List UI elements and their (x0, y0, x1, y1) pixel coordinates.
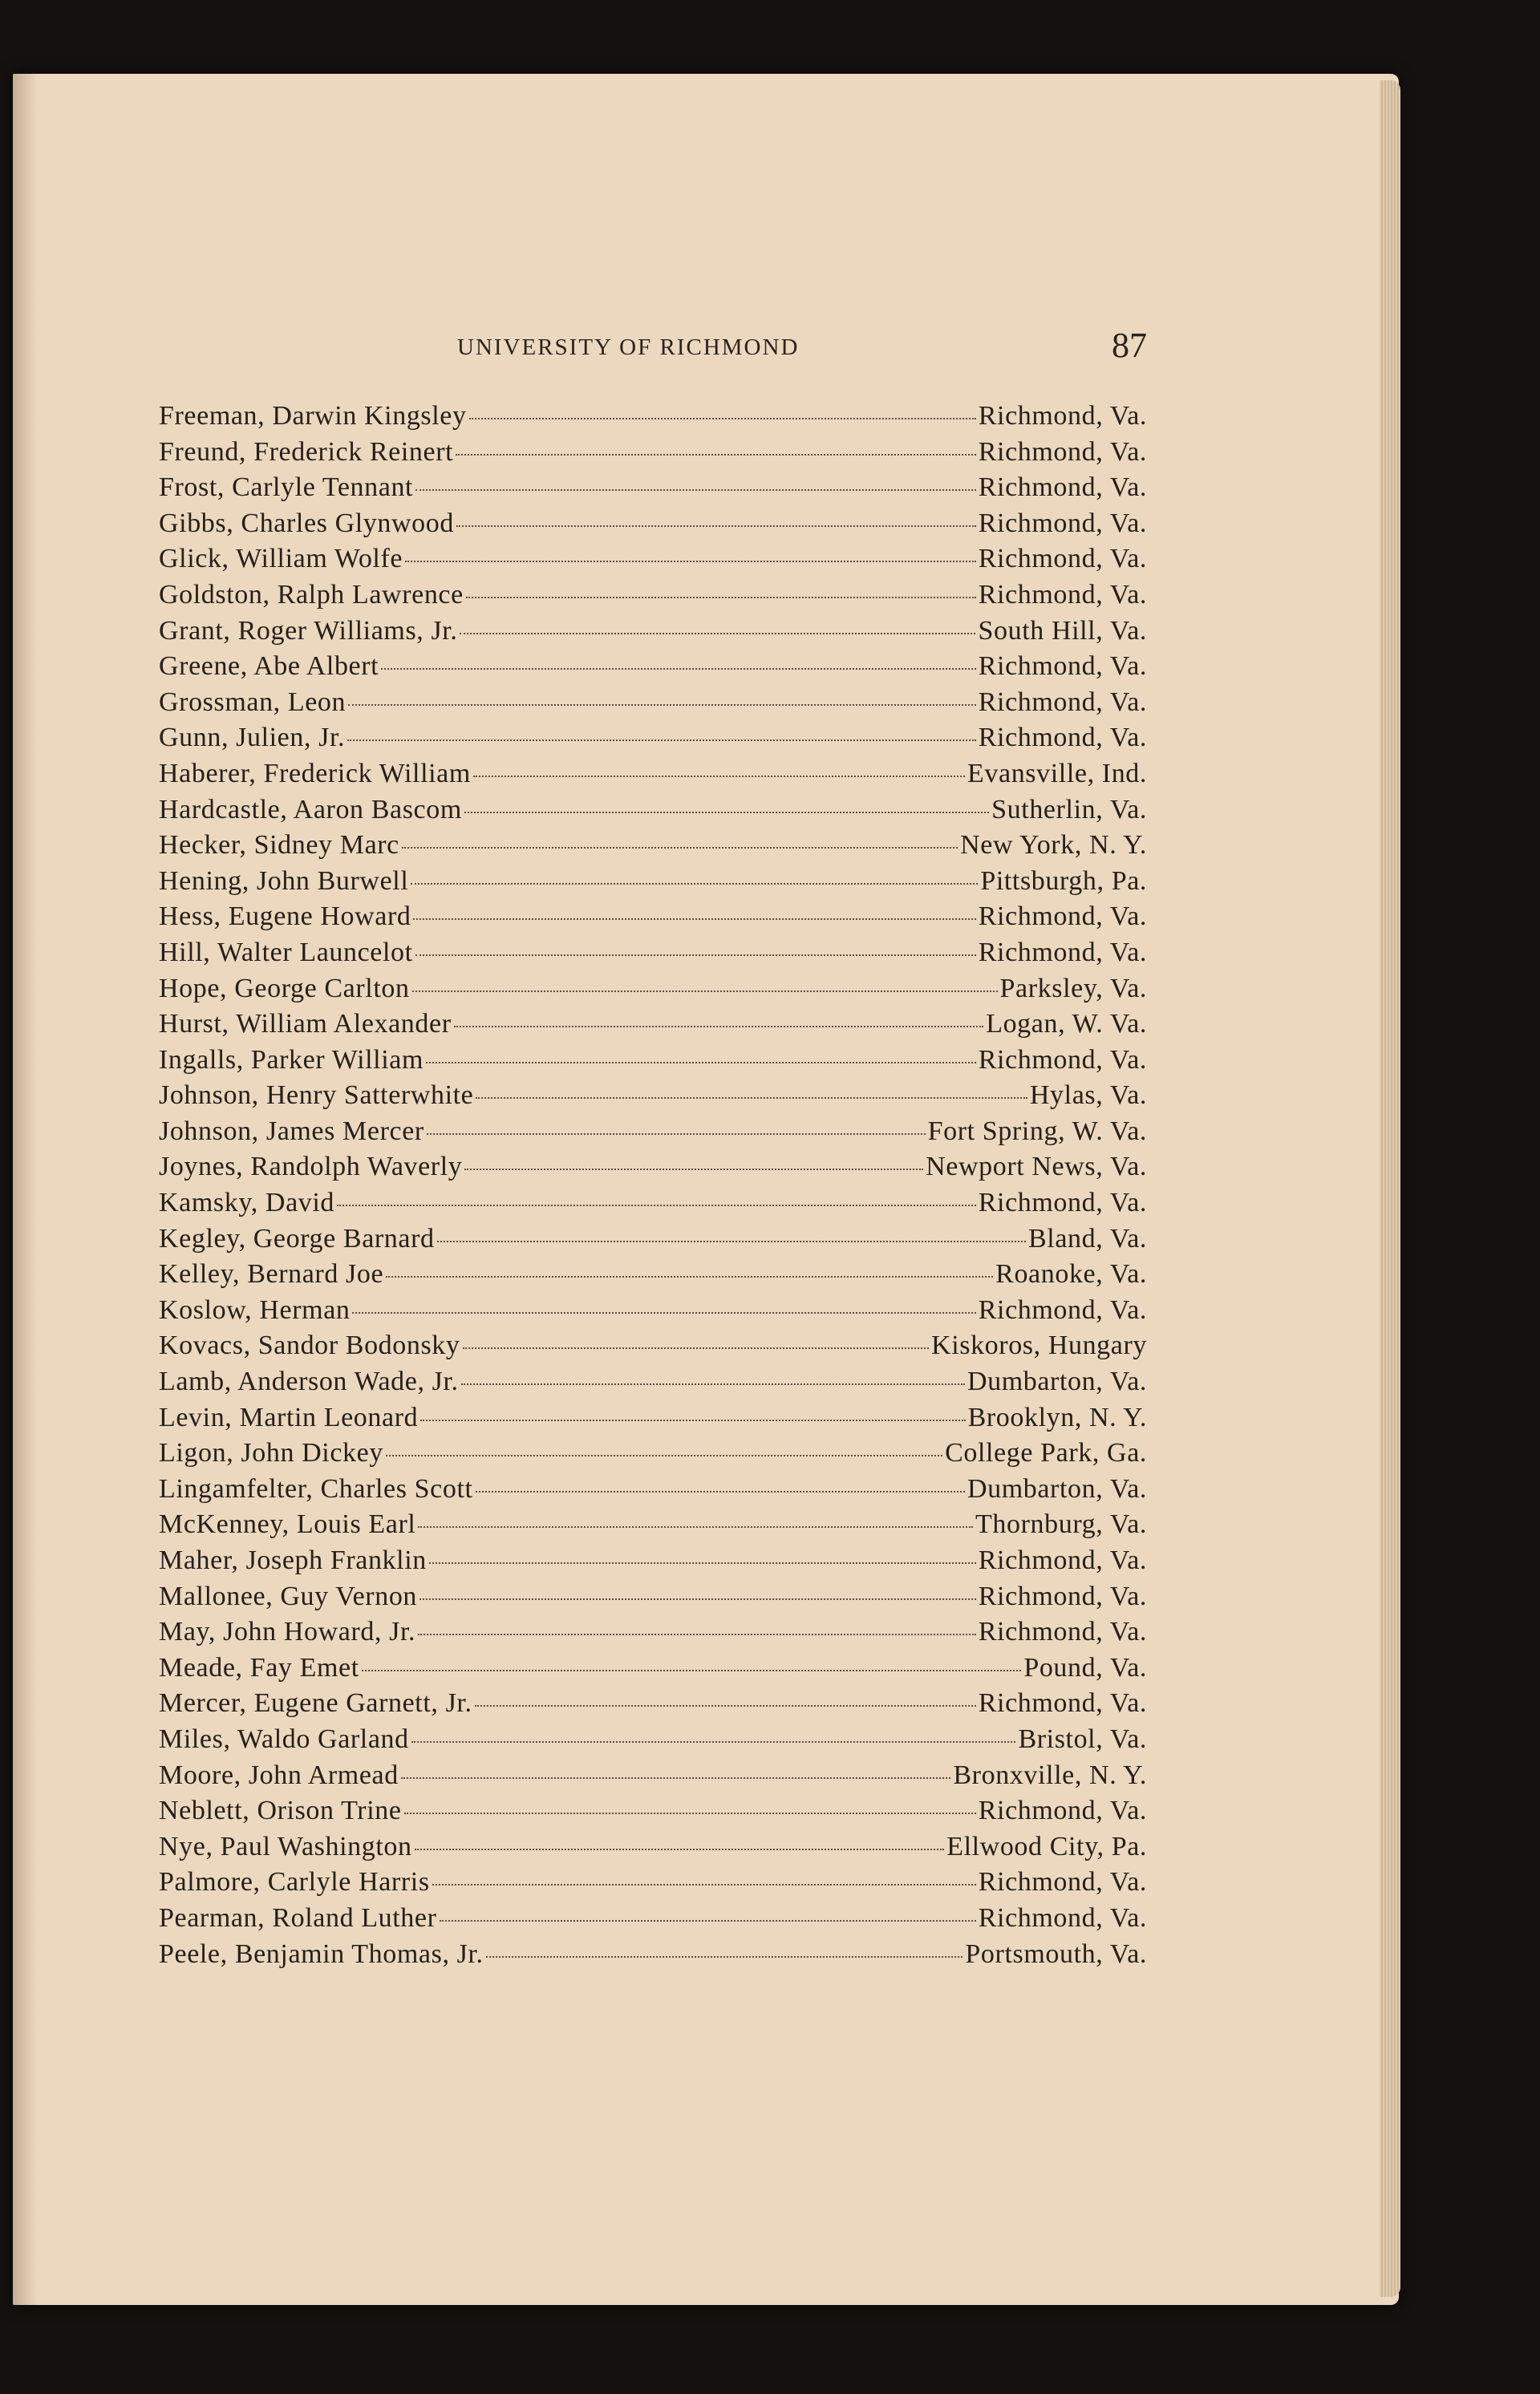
hometown: Richmond, Va. (978, 1044, 1147, 1075)
directory-entry (159, 1617, 1147, 1653)
student-name: Freeman, Darwin Kingsley (159, 401, 467, 431)
dot-leader (415, 1849, 945, 1850)
dot-leader (386, 1276, 993, 1278)
directory-entry (159, 544, 1147, 580)
student-name: Mallonee, Guy Vernon (159, 1581, 418, 1611)
student-name: Mercer, Eugene Garnett, Jr. (159, 1688, 472, 1719)
directory-entry (159, 1331, 1147, 1367)
hometown: South Hill, Va. (978, 615, 1147, 646)
directory-entry (159, 508, 1147, 545)
student-name: Freund, Frederick Reinert (159, 436, 454, 467)
dot-leader (401, 1777, 951, 1779)
directory-entry (159, 687, 1147, 723)
student-name: Lamb, Anderson Wade, Jr. (159, 1367, 459, 1397)
dot-leader (426, 1062, 976, 1063)
directory-entry (159, 580, 1147, 616)
directory-entry (159, 1939, 1147, 1975)
dot-leader (404, 1813, 976, 1814)
directory-entry (159, 1259, 1147, 1295)
hometown: Ellwood City, Pa. (946, 1831, 1147, 1861)
dot-leader (348, 704, 976, 706)
directory-entry (159, 1403, 1147, 1439)
directory-entry (159, 1796, 1147, 1832)
directory-entry (159, 1438, 1147, 1474)
student-name: Peele, Benjamin Thomas, Jr. (159, 1938, 484, 1969)
dot-leader (386, 1455, 942, 1456)
directory-entry (159, 1152, 1147, 1188)
dot-leader (337, 1205, 976, 1206)
hometown: Newport News, Va. (926, 1152, 1147, 1182)
student-name: Neblett, Orison Trine (159, 1796, 402, 1826)
student-directory-list (159, 401, 1147, 1975)
student-name: Koslow, Herman (159, 1294, 351, 1325)
directory-entry (159, 759, 1147, 795)
dot-leader (464, 812, 989, 813)
directory-entry (159, 1867, 1147, 1903)
hometown: Logan, W. Va. (986, 1009, 1147, 1039)
dot-leader (437, 1241, 1026, 1242)
student-name: Ligon, John Dickey (159, 1438, 383, 1468)
hometown: Dumbarton, Va. (967, 1367, 1147, 1397)
student-name: Kegley, George Barnard (159, 1223, 435, 1254)
student-name: Johnson, Henry Satterwhite (159, 1080, 474, 1111)
student-name: Meade, Fay Emet (159, 1652, 359, 1683)
running-head-title: UNIVERSITY OF RICHMOND (457, 334, 800, 360)
hometown: Richmond, Va. (978, 1688, 1147, 1719)
hometown: Richmond, Va. (978, 901, 1147, 932)
dot-leader (432, 1884, 976, 1886)
student-name: Johnson, James Mercer (159, 1116, 424, 1146)
student-name: Grant, Roger Williams, Jr. (159, 615, 458, 646)
student-name: Palmore, Carlyle Harris (159, 1867, 430, 1898)
directory-entry (159, 866, 1147, 902)
hometown: Fort Spring, W. Va. (927, 1116, 1147, 1146)
directory-entry (159, 1832, 1147, 1868)
student-name: Pearman, Roland Luther (159, 1902, 437, 1933)
dot-leader (427, 1133, 926, 1135)
dot-leader (413, 918, 975, 920)
student-name: Grossman, Leon (159, 687, 346, 717)
directory-entry (159, 1903, 1147, 1939)
student-name: Ingalls, Parker William (159, 1044, 424, 1075)
dot-leader (418, 1526, 973, 1528)
dot-leader (411, 883, 978, 885)
hometown: Portsmouth, Va. (965, 1938, 1147, 1969)
hometown: Richmond, Va. (978, 1188, 1147, 1218)
directory-entry (159, 616, 1147, 652)
dot-leader (347, 739, 976, 741)
hometown: Richmond, Va. (978, 508, 1147, 538)
directory-entry (159, 1474, 1147, 1510)
dot-leader (475, 1705, 976, 1707)
hometown: Richmond, Va. (978, 1902, 1147, 1933)
hometown: Roanoke, Va. (995, 1259, 1147, 1290)
page-edges (1380, 80, 1400, 2297)
dot-leader (456, 454, 976, 456)
dot-leader (429, 1562, 976, 1564)
directory-entry (159, 651, 1147, 687)
hometown: Richmond, Va. (978, 687, 1147, 717)
student-name: Hecker, Sidney Marc (159, 830, 399, 861)
hometown: Richmond, Va. (978, 1581, 1147, 1611)
dot-leader (464, 1169, 923, 1170)
dot-leader (460, 633, 975, 634)
student-name: Hardcastle, Aaron Bascom (159, 794, 462, 824)
student-name: McKenney, Louis Earl (159, 1509, 416, 1540)
student-name: Levin, Martin Leonard (159, 1402, 419, 1432)
directory-entry (159, 1295, 1147, 1331)
hometown: Richmond, Va. (978, 937, 1147, 967)
student-name: Hurst, William Alexander (159, 1009, 452, 1039)
student-name: Kovacs, Sandor Bodonsky (159, 1331, 460, 1361)
hometown: Richmond, Va. (978, 401, 1147, 431)
dot-leader (352, 1312, 975, 1314)
hometown: Pittsburgh, Pa. (980, 865, 1147, 896)
dot-leader (381, 668, 976, 670)
running-head (159, 325, 1147, 381)
hometown: Richmond, Va. (978, 1867, 1147, 1898)
directory-entry (159, 1582, 1147, 1618)
hometown: College Park, Ga. (945, 1438, 1147, 1468)
hometown: Richmond, Va. (978, 1796, 1147, 1826)
hometown: Evansville, Ind. (967, 758, 1147, 788)
hometown: Richmond, Va. (978, 544, 1147, 574)
student-name: Moore, John Armead (159, 1760, 399, 1790)
hometown: Dumbarton, Va. (967, 1473, 1147, 1504)
directory-entry (159, 1080, 1147, 1116)
directory-entry (159, 472, 1147, 508)
hometown: Richmond, Va. (978, 579, 1147, 610)
dot-leader (463, 1347, 930, 1349)
hometown: New York, N. Y. (960, 830, 1147, 861)
hometown: Kiskoros, Hungary (931, 1331, 1147, 1361)
student-name: Hess, Eugene Howard (159, 901, 411, 932)
student-name: Glick, William Wolfe (159, 544, 403, 574)
student-name: Hening, John Burwell (159, 865, 409, 896)
directory-entry (159, 1224, 1147, 1260)
dot-leader (469, 418, 976, 419)
student-name: Miles, Waldo Garland (159, 1724, 409, 1754)
student-name: Hope, George Carlton (159, 973, 410, 1003)
hometown: Richmond, Va. (978, 1545, 1147, 1575)
student-name: Frost, Carlyle Tennant (159, 472, 414, 503)
directory-entry (159, 1367, 1147, 1403)
directory-entry (159, 974, 1147, 1010)
hometown: Brooklyn, N. Y. (967, 1402, 1147, 1432)
hometown: Richmond, Va. (978, 723, 1147, 753)
hometown: Pound, Va. (1023, 1652, 1147, 1683)
dot-leader (419, 1598, 976, 1600)
student-name: Haberer, Frederick William (159, 758, 471, 788)
dot-leader (415, 954, 976, 956)
hometown: Bronxville, N. Y. (953, 1760, 1147, 1790)
hometown: Bristol, Va. (1018, 1724, 1147, 1754)
page-gutter-shadow (13, 74, 37, 2305)
dot-leader (461, 1383, 965, 1385)
directory-entry (159, 1545, 1147, 1582)
dot-leader (418, 1634, 976, 1635)
student-name: Joynes, Randolph Waverly (159, 1152, 463, 1182)
student-name: Lingamfelter, Charles Scott (159, 1473, 473, 1504)
dot-leader (466, 597, 976, 598)
dot-leader (440, 1920, 976, 1922)
dot-leader (476, 1097, 1027, 1099)
student-name: Kamsky, David (159, 1188, 335, 1218)
hometown: Richmond, Va. (978, 1617, 1147, 1647)
hometown: Richmond, Va. (978, 651, 1147, 682)
dot-leader (420, 1420, 965, 1421)
directory-entry (159, 1724, 1147, 1760)
hometown: Richmond, Va. (978, 436, 1147, 467)
hometown: Sutherlin, Va. (991, 794, 1147, 824)
directory-entry (159, 1188, 1147, 1224)
directory-entry (159, 1009, 1147, 1045)
hometown: Richmond, Va. (978, 1294, 1147, 1325)
student-name: Hill, Walter Launcelot (159, 937, 413, 967)
directory-entry (159, 401, 1147, 437)
directory-entry (159, 901, 1147, 938)
dot-leader (454, 1026, 984, 1027)
directory-entry (159, 1653, 1147, 1689)
student-name: Gunn, Julien, Jr. (159, 723, 346, 753)
hometown: Bland, Va. (1028, 1223, 1147, 1254)
directory-entry (159, 1045, 1147, 1081)
dot-leader (486, 1956, 963, 1958)
dot-leader (362, 1670, 1022, 1671)
student-name: Maher, Joseph Franklin (159, 1545, 427, 1575)
dot-leader (405, 561, 976, 562)
directory-entry (159, 1509, 1147, 1545)
dot-leader (402, 847, 958, 849)
directory-entry (159, 1116, 1147, 1152)
directory-entry (159, 437, 1147, 473)
directory-entry (159, 723, 1147, 759)
dot-leader (415, 489, 976, 491)
hometown: Hylas, Va. (1029, 1080, 1147, 1111)
directory-entry (159, 830, 1147, 866)
dot-leader (412, 990, 998, 992)
hometown: Thornburg, Va. (975, 1509, 1147, 1540)
hometown: Richmond, Va. (978, 472, 1147, 503)
student-name: Kelley, Bernard Joe (159, 1259, 384, 1290)
page-number: 87 (1112, 326, 1147, 365)
student-name: Greene, Abe Albert (159, 651, 379, 682)
student-name: Gibbs, Charles Glynwood (159, 508, 454, 538)
directory-entry (159, 1688, 1147, 1724)
student-name: Nye, Paul Washington (159, 1831, 412, 1861)
dot-leader (456, 525, 976, 527)
dot-leader (473, 776, 965, 777)
hometown: Parksley, Va. (999, 973, 1147, 1003)
directory-entry (159, 1760, 1147, 1797)
dot-leader (411, 1741, 1016, 1743)
directory-entry (159, 795, 1147, 831)
dot-leader (476, 1491, 965, 1493)
student-name: May, John Howard, Jr. (159, 1617, 416, 1647)
directory-entry (159, 938, 1147, 974)
student-name: Goldston, Ralph Lawrence (159, 579, 464, 610)
